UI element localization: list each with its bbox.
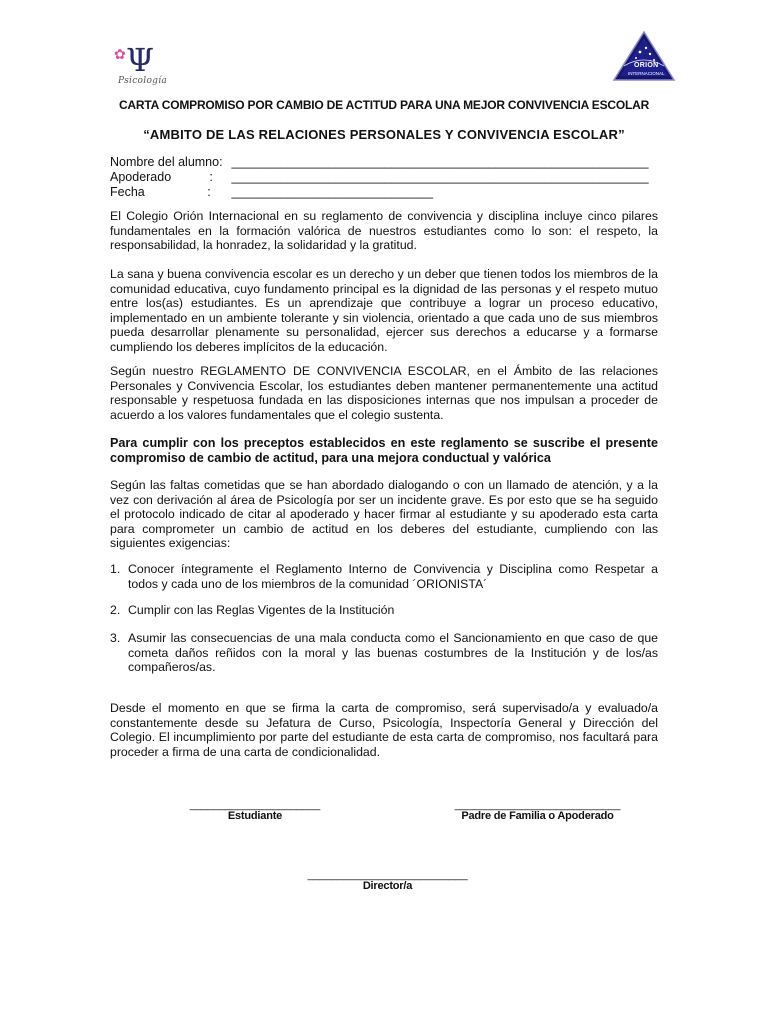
paragraph-intro: El Colegio Orión Internacional en su reglamento de convivencia y disciplina incluye cinco pilares fundamentales en la formación valórica de nuestros estudiantes como lo son: el respeto, la responsabilidad, la honradez, la solidaridad y la gratitud. bbox=[110, 209, 658, 253]
paragraph-convivencia: La sana y buena convivencia escolar es un derecho y un deber que tienen todos los miembros de la comunidad educativa, cuyo fundamento principal es la dignidad de las personas y el respeto mutuo entre los(as) estudiantes. Es un aprendizaje que contribuye a lograr un proceso educativo, implementado en un ambiente tolerante y sin violencia, orientado a que cada uno de sus miembros pueda desarrollar plenamente su personalidad, ejercer sus derechos a educarse y a formarse cumpliendo los deberes implícitos de la educación. bbox=[110, 267, 658, 354]
document-subtitle: “AMBITO DE LAS RELACIONES PERSONALES Y CONVIVENCIA ESCOLAR” bbox=[143, 127, 625, 142]
flower-icon: ✿ bbox=[114, 46, 126, 62]
field-blank-line[interactable]: ____________________________________________________________ bbox=[228, 170, 649, 184]
paragraph-faltas: Según las faltas cometidas que se han abordado dialogando o con un llamado de atención, y a la vez con derivación al área de Psicología por ser un incidente grave. Es por esto que se ha seguido el protocolo indicado de citar al apoderado y hacer firmar al estudiante y su apoderado esta carta para comprometer un cambio de actitud en los deberes del estudiante, cumpliendo con las siguientes exigencias: bbox=[110, 478, 658, 551]
signature-label: Estudiante bbox=[227, 810, 283, 822]
psi-icon: Ψ bbox=[126, 41, 155, 79]
orion-logo-text: ORIÓN bbox=[634, 62, 659, 69]
field-guardian[interactable] bbox=[110, 170, 649, 185]
signature-label: Padre de Familia o Apoderado bbox=[461, 810, 614, 822]
list-number: 2. bbox=[110, 603, 121, 617]
list-item bbox=[110, 562, 658, 591]
field-student-name[interactable] bbox=[110, 155, 649, 170]
psychology-logo bbox=[112, 42, 178, 92]
signature-director[interactable] bbox=[300, 870, 475, 892]
signature-line: ___________________________ bbox=[307, 869, 468, 881]
signature-label: Director/a bbox=[362, 880, 413, 892]
list-item bbox=[110, 603, 658, 618]
psychology-logo-text: Psicología bbox=[118, 76, 168, 86]
field-blank-line[interactable]: ____________________________________________________________ bbox=[228, 155, 649, 169]
orion-logo bbox=[612, 30, 676, 82]
document-title: CARTA COMPROMISO POR CAMBIO DE ACTITUD PARA UNA MEJOR CONVIVENCIA ESCOLAR bbox=[118, 98, 650, 112]
signature-line: ____________________________ bbox=[454, 799, 621, 811]
paragraph-supervision: Desde el momento en que se firma la carta de compromiso, será supervisado/a y evaluado/a constantemente desde su Jefatura de Curso, Psicología, Inspectoría General y Dirección del Colegio. El incumplimiento por parte del estudiante de esta carta de compromiso, nos facultará para proceder a firma de una carta de condicionalidad. bbox=[110, 701, 658, 759]
signature-student[interactable] bbox=[180, 800, 330, 822]
paragraph-reglamento: Según nuestro REGLAMENTO DE CONVIVENCIA ESCOLAR, en el Ámbito de las relaciones Personales y Convivencia Escolar, los estudiantes deben mantener permanentemente una actitud responsable y respetuosa fundada en las disposiciones internas que nos impulsan a proceder de acuerdo a los valores fundamentales que el colegio sustenta. bbox=[110, 364, 658, 422]
student-info-fields bbox=[110, 155, 649, 200]
list-number: 3. bbox=[110, 631, 121, 645]
field-date[interactable] bbox=[110, 185, 649, 200]
signature-guardian[interactable] bbox=[440, 800, 635, 822]
field-label: Nombre del alumno: bbox=[110, 155, 223, 169]
list-text: Asumir las consecuencias de una mala conducta como el Sancionamiento en que caso de que cometa daños reñidos con la moral y las buenas costumbres de la Institución y de los/as compañeros/as. bbox=[128, 631, 658, 675]
paragraph-compromiso: Para cumplir con los preceptos establecidos en este reglamento se suscribe el presente compromiso de cambio de actitud, para una mejora conductual y valórica bbox=[110, 436, 658, 465]
list-text: Conocer íntegramente el Reglamento Interno de Convivencia y Disciplina como Respetar a todos y cada uno de los miembros de la comunidad ´ORIONISTA´ bbox=[128, 562, 658, 591]
field-blank-line[interactable]: _____________________________ bbox=[228, 185, 434, 199]
field-label: Fecha : bbox=[110, 185, 211, 199]
field-label: Apoderado : bbox=[110, 170, 213, 184]
list-item bbox=[110, 631, 658, 675]
signature-line: ______________________ bbox=[189, 799, 321, 811]
orion-logo-subtext: INTERNACIONAL bbox=[628, 71, 665, 76]
list-number: 1. bbox=[110, 562, 121, 576]
list-text: Cumplir con las Reglas Vigentes de la Institución bbox=[128, 603, 395, 617]
